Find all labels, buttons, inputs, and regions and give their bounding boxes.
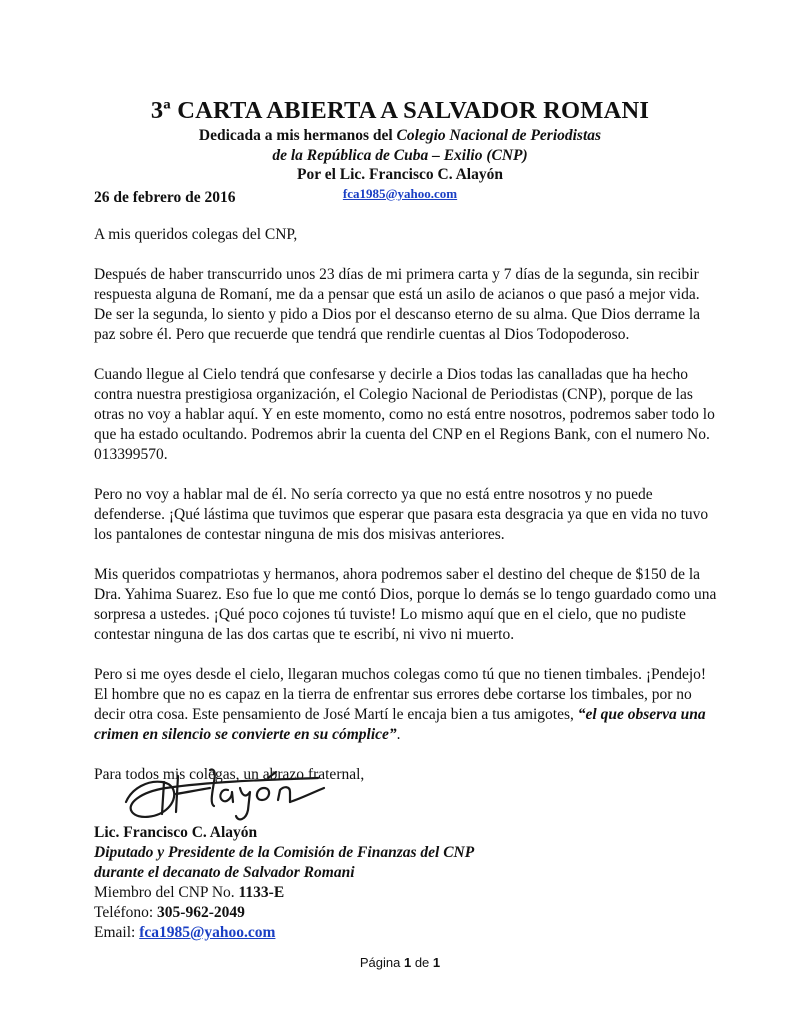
signer-name: Lic. Francisco C. Alayón bbox=[94, 824, 258, 841]
marti-quote: “el que observa una crimen en silencio se convierte en su cómplice” bbox=[94, 706, 706, 743]
letter-body bbox=[94, 185, 719, 805]
author-line: Por el Lic. Francisco C. Alayón bbox=[297, 166, 503, 183]
email-line bbox=[94, 923, 474, 943]
of-word: de bbox=[411, 955, 433, 970]
paragraph-5-text: Pero si me oyes desde el cielo, llegaran muchos colegas como tú que no tienen timbales. ¡Pendejo! El hombre que no es capaz en la tierra de enfrentar sus errores debe cortarse los timbales, por no decir otra cosa. Este pensamiento de José Martí le encaja bien a tus amigotes, bbox=[94, 666, 707, 723]
phone-label: Teléfono: bbox=[94, 904, 158, 921]
dedication-org: Colegio Nacional de Periodistas bbox=[396, 127, 602, 144]
member-line bbox=[94, 883, 474, 903]
signer-role-2: durante el decanato de Salvador Romani bbox=[94, 864, 355, 881]
paragraph-1: Después de haber transcurrido unos 23 días de mi primera carta y 7 días de la segunda, sin recibir respuesta alguna de Romaní, me da a pensar que está un asilo de acianos o que pasó a mejor vida. De ser la segunda, lo siento y pido a Dios por el descanso eterno de su alma. Que Dios derrame la paz sobre él. Pero que recuerde que tendrá que rendirle cuentas al Dios Todopoderoso. bbox=[94, 266, 701, 343]
paragraph-4: Mis queridos compatriotas y hermanos, ahora podremos saber el destino del cheque de $150 de la Dra. Yahima Suarez. Eso fue lo que me contó Dios, porque lo demás se lo tengo guardado como una sorpresa a ustedes. ¡Qué poco cojones tú tuviste! Lo mismo aquí que en el cielo, que no pudiste contestar ninguna de las dos cartas que te escribí, ni vivo ni muerto. bbox=[94, 566, 717, 643]
dedication-prefix: Dedicada a mis hermanos del bbox=[198, 127, 397, 144]
quote-period: . bbox=[396, 726, 401, 743]
phone-line bbox=[94, 903, 474, 923]
letter-title: 3ª CARTA ABIERTA A SALVADOR ROMANI bbox=[150, 97, 650, 124]
member-label: Miembro del CNP No. bbox=[94, 884, 239, 901]
signer-email-link[interactable]: fca1985@yahoo.com bbox=[139, 924, 276, 941]
phone-number: 305-962-2049 bbox=[157, 904, 245, 921]
page-word: Página bbox=[359, 955, 404, 970]
dedication-line-1 bbox=[0, 126, 800, 146]
dedication-org-2: de la República de Cuba – Exilio (CNP) bbox=[272, 146, 528, 164]
email-label: Email: bbox=[94, 924, 140, 941]
dedication-line-2 bbox=[0, 146, 800, 166]
paragraph-2: Cuando llegue al Cielo tendrá que confesarse y decirle a Dios todas las canalladas que ha hecho contra nuestra prestigiosa organización, el Colegio Nacional de Periodistas (CNP), porque de las otras no voy a hablar aquí. Y en este momento, como no está entre nosotros, podremos saber todo lo que ha estado ocultando. Podremos abrir la cuenta del CNP en el Regions Bank, con el numero No. 013399570. bbox=[94, 366, 715, 463]
letter-date: 26 de febrero de 2016 bbox=[94, 189, 236, 206]
signer-role-1: Diputado y Presidente de la Comisión de Finanzas del CNP bbox=[94, 844, 475, 861]
paragraph-3: Pero no voy a hablar mal de él. No sería correcto ya que no está entre nosotros y no puede defenderse. ¡Qué lástima que tuvimos que esperar que pasara esta desgracia ya que en vida no tuvo los pantalones de contestar ninguna de mis dos misivas anteriores. bbox=[94, 486, 709, 543]
letter-header bbox=[0, 96, 800, 203]
paragraph-5 bbox=[94, 665, 719, 745]
closing: Para todos mis colegas, un abrazo fraternal, bbox=[94, 766, 365, 783]
signer-block bbox=[94, 823, 474, 943]
greeting: A mis queridos colegas del CNP, bbox=[94, 226, 298, 243]
header-email-link[interactable]: fca1985@yahoo.com bbox=[342, 185, 458, 201]
page-footer bbox=[0, 955, 800, 970]
page-number: 1 bbox=[403, 955, 412, 970]
member-number: 1133-E bbox=[238, 884, 285, 901]
page-total: 1 bbox=[432, 955, 441, 970]
